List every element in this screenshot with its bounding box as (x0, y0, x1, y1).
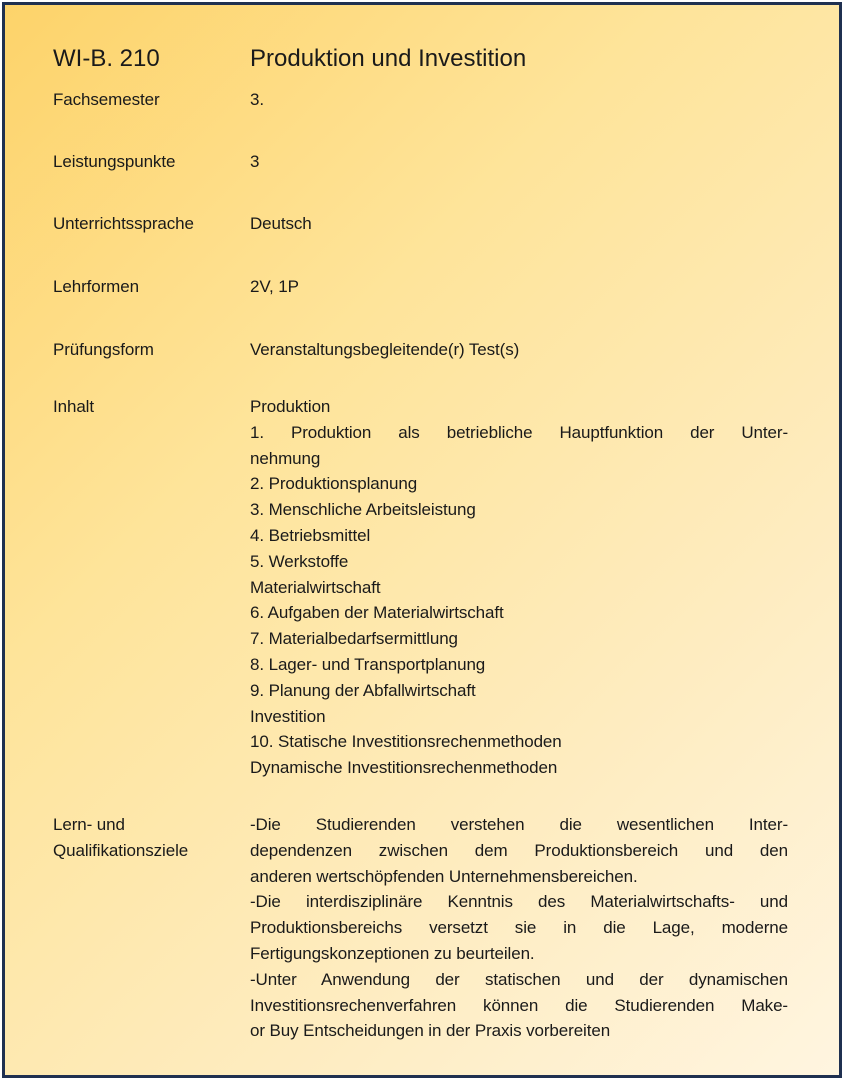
objective-line: anderen wertschöpfenden Unternehmensbereichen. (250, 866, 638, 886)
content-heading: Investition (250, 706, 326, 726)
field-label: Leistungspunkte (53, 152, 176, 171)
content-heading: Produktion (250, 397, 331, 416)
content-item: Dynamische Investitionsrechenmethoden (250, 758, 558, 778)
field-label: Fachsemester (53, 90, 160, 109)
field-label: Unterrichtssprache (53, 214, 194, 233)
content-list (250, 394, 788, 781)
field-value: 3. (250, 90, 264, 109)
field-value: 3 (250, 152, 260, 171)
objective-line: -Die Studierenden verstehen die wesentlichen Inter- (250, 815, 788, 834)
field-label: Inhalt (53, 397, 94, 416)
module-title: Produktion und Investition (250, 45, 527, 72)
content-item: 8. Lager- und Transportplanung (250, 654, 486, 674)
content-item: 6. Aufgaben der Materialwirtschaft (250, 603, 504, 623)
objective-line: -Die interdisziplinäre Kenntnis des Materialwirtschafts- und (250, 892, 788, 912)
content-item: 2. Produktionsplanung (250, 474, 418, 494)
objective-line: Produktionsbereichs versetzt sie in die Lage, moderne (250, 918, 788, 938)
module-description-card (2, 2, 842, 1078)
content-item: 3. Menschliche Arbeitsleistung (250, 500, 476, 520)
objective-line: Fertigungskonzeptionen zu beurteilen. (250, 943, 535, 963)
field-label-line: Lern- und (53, 815, 125, 834)
objectives-text (250, 812, 788, 1044)
content-item: 10. Statische Investitionsrechenmethoden (250, 732, 562, 752)
objective-line: or Buy Entscheidungen in der Praxis vorbereiten (250, 1021, 611, 1041)
content-item: 4. Betriebsmittel (250, 525, 371, 545)
field-value: Deutsch (250, 214, 312, 233)
field-label-line: Qualifikationsziele (53, 840, 189, 860)
objective-line: -Unter Anwendung der statischen und der dynamischen (250, 969, 788, 989)
content-item: 1. Produktion als betriebliche Hauptfunktion der Unter- (250, 422, 788, 442)
content-item: 9. Planung der Abfallwirtschaft (250, 680, 476, 700)
objective-line: dependenzen zwischen dem Produktionsbereich und den (250, 840, 788, 860)
content-item-continuation: nehmung (250, 448, 321, 468)
content-item: 5. Werkstoffe (250, 551, 349, 571)
objective-line: Investitionsrechenverfahren können die Studierenden Make- (250, 995, 788, 1015)
field-value: 2V, 1P (250, 277, 299, 296)
module-code: WI-B. 210 (53, 45, 160, 72)
content-item: 7. Materialbedarfsermittlung (250, 629, 458, 649)
field-value: Veranstaltungsbegleitende(r) Test(s) (250, 340, 520, 359)
content-heading: Materialwirtschaft (250, 577, 381, 597)
field-label: Lehrformen (53, 277, 139, 296)
field-label (53, 812, 243, 864)
field-label: Prüfungsform (53, 340, 154, 359)
